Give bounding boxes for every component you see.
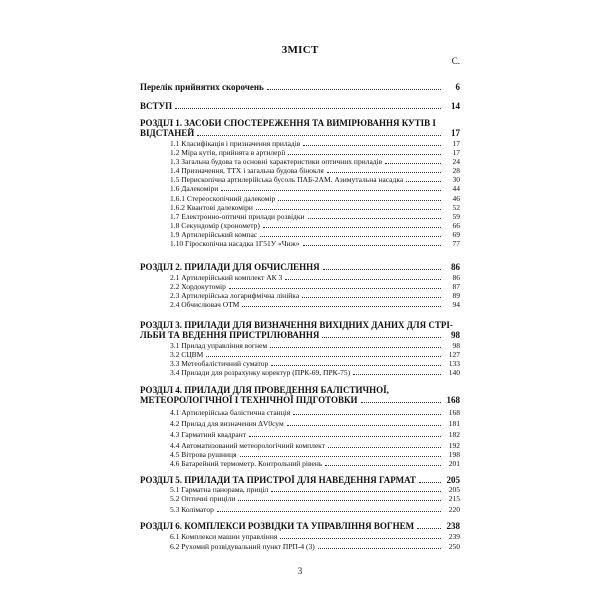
dot-leader [303, 138, 441, 146]
dot-leader [419, 475, 441, 483]
toc-page-number: 30 [452, 175, 460, 184]
toc-page-number: 52 [452, 203, 460, 212]
toc-section [140, 262, 460, 272]
toc-page-number: 198 [448, 450, 460, 459]
toc-page-number: 24 [452, 157, 460, 166]
toc-entry-text: 2.3 Артилерійська логарифмічна лінійка [170, 291, 300, 300]
toc-item [170, 367, 460, 377]
toc-page-number: 250 [448, 542, 460, 551]
dot-leader [221, 183, 441, 191]
dot-leader [267, 82, 441, 90]
toc-page-number: 86 [452, 273, 460, 282]
toc-item [170, 418, 460, 428]
toc-page-number: 69 [452, 230, 460, 239]
toc-entry-text: РОЗДІЛ 6. КОМПЛЕКСИ РОЗВІДКИ ТА УПРАВЛІННЯ ВОГНЕМ [140, 521, 415, 531]
dot-leader [325, 458, 441, 466]
dot-leader [406, 174, 441, 182]
toc-entry-text: 5.3 Коліматор [170, 505, 214, 514]
toc-entry-text: 1.2 Міра кутів, прийнята в артилерії [170, 148, 286, 157]
toc-entry-text: ВСТУП [140, 101, 173, 111]
toc-page-number: 181 [448, 419, 460, 428]
toc-entry-text: РОЗДІЛ 5. ПРИЛАДИ ТА ПРИСТРОЇ ДЛЯ НАВЕДЕННЯ ГАРМАТ [140, 475, 416, 485]
dot-leader [175, 101, 441, 109]
toc-entry-text: 4.3 Гарматний квадрант [170, 430, 246, 439]
toc-section [140, 101, 460, 111]
dot-leader [361, 395, 441, 403]
toc-entry-text: 3.1 Прилад управління вогнем [170, 341, 268, 350]
toc-section-title: РОЗДІЛ 3. ПРИЛАДИ ДЛЯ ВИЗНАЧЕННЯ ВИХІДНИХ ДАНИХ ДЛЯ СТРІ- [140, 320, 453, 330]
toc-page-number: 127 [448, 350, 460, 359]
toc-entry-text: 1.6.2 Квантові далекоміри [170, 203, 253, 212]
dot-leader [293, 407, 441, 415]
toc-entry-text: 5.1 Гарматна панорама, приціл [170, 485, 269, 494]
toc-entry-text: 2.4 Обчислювач ОТМ [170, 300, 240, 309]
page-number: 3 [297, 566, 303, 576]
toc-entry-text: МЕТЕОРОЛОГІЧНОЇ І ТЕХНІЧНОЇ ПІДГОТОВКИ [140, 395, 358, 405]
toc-item [170, 531, 460, 541]
toc-entry-text: 4.2 Прилад для визначення ΔV0сум [170, 419, 284, 428]
dot-leader [249, 429, 441, 437]
toc-page-number: 133 [448, 359, 460, 368]
dot-leader [288, 147, 441, 155]
toc-entry-text: 6.2 Рухомий розвідувальний пункт ПРП-4 (3) [170, 542, 315, 551]
toc-page-number: 140 [448, 368, 460, 377]
toc-page-number: 168 [446, 395, 460, 405]
dot-leader [240, 449, 441, 457]
toc-entry-text: 1.6.1 Стереоскопічний далекомір [170, 194, 276, 203]
toc-entry-text: 4.6 Батарейний термометр. Контрольний рівень [170, 459, 323, 468]
toc-page-number: 215 [448, 494, 460, 503]
toc-page-number: 6 [455, 82, 460, 92]
toc-entry-text: 2.2 Хордокутомір [170, 282, 226, 291]
toc-page-number: 205 [446, 475, 460, 485]
dot-leader [270, 340, 441, 348]
toc-page-number: 94 [452, 300, 460, 309]
toc-page-number: 28 [452, 166, 460, 175]
toc-item [170, 407, 460, 417]
toc-item [170, 238, 460, 248]
toc-entry-text: 1.1 Класифікація і призначення приладів [170, 139, 301, 148]
toc-item [170, 429, 460, 439]
dot-leader [280, 531, 441, 539]
toc-page-number: 182 [448, 430, 460, 439]
dot-leader [385, 156, 441, 164]
dot-leader [271, 484, 441, 492]
toc-page-number: 239 [448, 532, 460, 541]
toc-section [140, 521, 460, 531]
dot-leader [256, 202, 441, 210]
toc-page-number: 46 [452, 194, 460, 203]
toc-entry-text: ЛЬБИ ТА ВЕДЕННЯ ПРИСТРІЛЮВАННЯ [140, 330, 320, 340]
toc-entry-text: 1.9 Артилерійський компас [170, 230, 258, 239]
dot-leader [302, 290, 441, 298]
toc-entry-text: 3.3 Метеобалістичний суматор [170, 359, 269, 368]
toc-section-title: РОЗДІЛ 1. ЗАСОБИ СПОСТЕРЕЖЕННЯ ТА ВИМІРЮВАННЯ КУТІВ І [140, 118, 436, 128]
dot-leader [308, 211, 441, 219]
dot-leader [217, 504, 441, 512]
dot-leader [353, 367, 441, 375]
toc-page-number: 77 [452, 239, 460, 248]
toc-entry-text: 6.1 Комплекси машин управління [170, 532, 278, 541]
toc-page-number: 17 [452, 148, 460, 157]
page-column-label: С. [451, 56, 460, 66]
toc-page-number: 44 [452, 184, 460, 193]
dot-leader [197, 128, 441, 136]
dot-leader [287, 418, 441, 426]
toc-section [140, 395, 460, 405]
page-title: ЗМІСТ [281, 44, 319, 56]
toc-page-number: 17 [451, 128, 460, 138]
toc-section [140, 82, 460, 92]
toc-page-number: 98 [451, 330, 460, 340]
toc-page-number: 66 [452, 221, 460, 230]
dot-leader [260, 229, 441, 237]
dot-leader [271, 358, 441, 366]
toc-entry-text: 2.1 Артилерійський комплект АК 3 [170, 273, 283, 282]
dot-leader [327, 165, 441, 173]
toc-entry-text: 1.3 Загальна будова та основні характеристики оптичних приладів [170, 157, 383, 166]
dot-leader [242, 299, 441, 307]
toc-entry-text: 1.6 Далекоміри [170, 184, 219, 193]
toc-item [170, 504, 460, 514]
toc-entry-text: 4.5 Вітрова рушниця [170, 450, 237, 459]
dot-leader [328, 440, 441, 448]
dot-leader [285, 272, 441, 280]
toc-section [140, 330, 460, 340]
dot-leader [278, 193, 441, 201]
toc-entry-text: 5.2 Оптичні приціли [170, 494, 236, 503]
dot-leader [229, 281, 441, 289]
toc-entry-text: ВІДСТАНЕЙ [140, 128, 195, 138]
dot-leader [417, 521, 441, 529]
toc-entry-text: 3.4 Прилади для розрахунку коректур (ПРК-69, ПРК-75) [170, 368, 351, 377]
toc-page-number: 17 [452, 139, 460, 148]
toc-page-number: 14 [451, 101, 460, 111]
dot-leader [318, 541, 441, 549]
toc-page-number: 205 [448, 485, 460, 494]
toc-entry-text: Перелік прийнятих скорочень [140, 82, 264, 92]
toc-page-number: 192 [448, 441, 460, 450]
dot-leader [322, 330, 441, 338]
dot-leader [263, 220, 441, 228]
toc-section [140, 128, 460, 138]
toc-entry-text: 1.4 Призначення, ТТХ і загальна будова бінокля [170, 166, 324, 175]
toc-item [170, 299, 460, 309]
toc-page-number: 86 [451, 262, 460, 272]
toc-page-number: 89 [452, 291, 460, 300]
toc-page-number: 168 [448, 408, 460, 417]
toc-entry-text: РОЗДІЛ 2. ПРИЛАДИ ДЛЯ ОБЧИСЛЕННЯ [140, 262, 320, 272]
toc-page-number: 87 [452, 282, 460, 291]
dot-leader [206, 349, 441, 357]
toc-entry-text: 3.2 СЦВМ [170, 350, 204, 359]
toc-page-number: 220 [448, 505, 460, 514]
toc-section-title: РОЗДІЛ 4. ПРИЛАДИ ДЛЯ ПРОВЕДЕННЯ БАЛІСТИЧНОЇ, [140, 385, 389, 395]
toc-entry-text: 1.8 Секундомір (хронометр) [170, 221, 260, 230]
toc-entry-text: 1.5 Перископічна артилерійська бусоль ПАБ-2АМ. Азимутальна насадка [170, 175, 404, 184]
toc-entry-text: 1.10 Гіроскопічна насадка 1Г51У «Чиж» [170, 239, 300, 248]
toc-page-number: 238 [446, 521, 460, 531]
toc-item [170, 541, 460, 551]
dot-leader [323, 262, 441, 270]
toc-page-number: 201 [448, 459, 460, 468]
toc-item [170, 458, 460, 468]
toc-page-number: 59 [452, 212, 460, 221]
toc-entry-text: 4.4 Автоматизований метеорологічний комплект [170, 441, 325, 450]
toc-item [170, 183, 460, 193]
toc-entry-text: 4.1 Артилерійська балістична станція [170, 408, 291, 417]
toc-item [170, 493, 460, 503]
toc-page-number: 98 [452, 341, 460, 350]
toc-entry-text: 1.7 Електронно-оптичні прилади розвідки [170, 212, 305, 221]
dot-leader [238, 493, 441, 501]
dot-leader [303, 238, 441, 246]
